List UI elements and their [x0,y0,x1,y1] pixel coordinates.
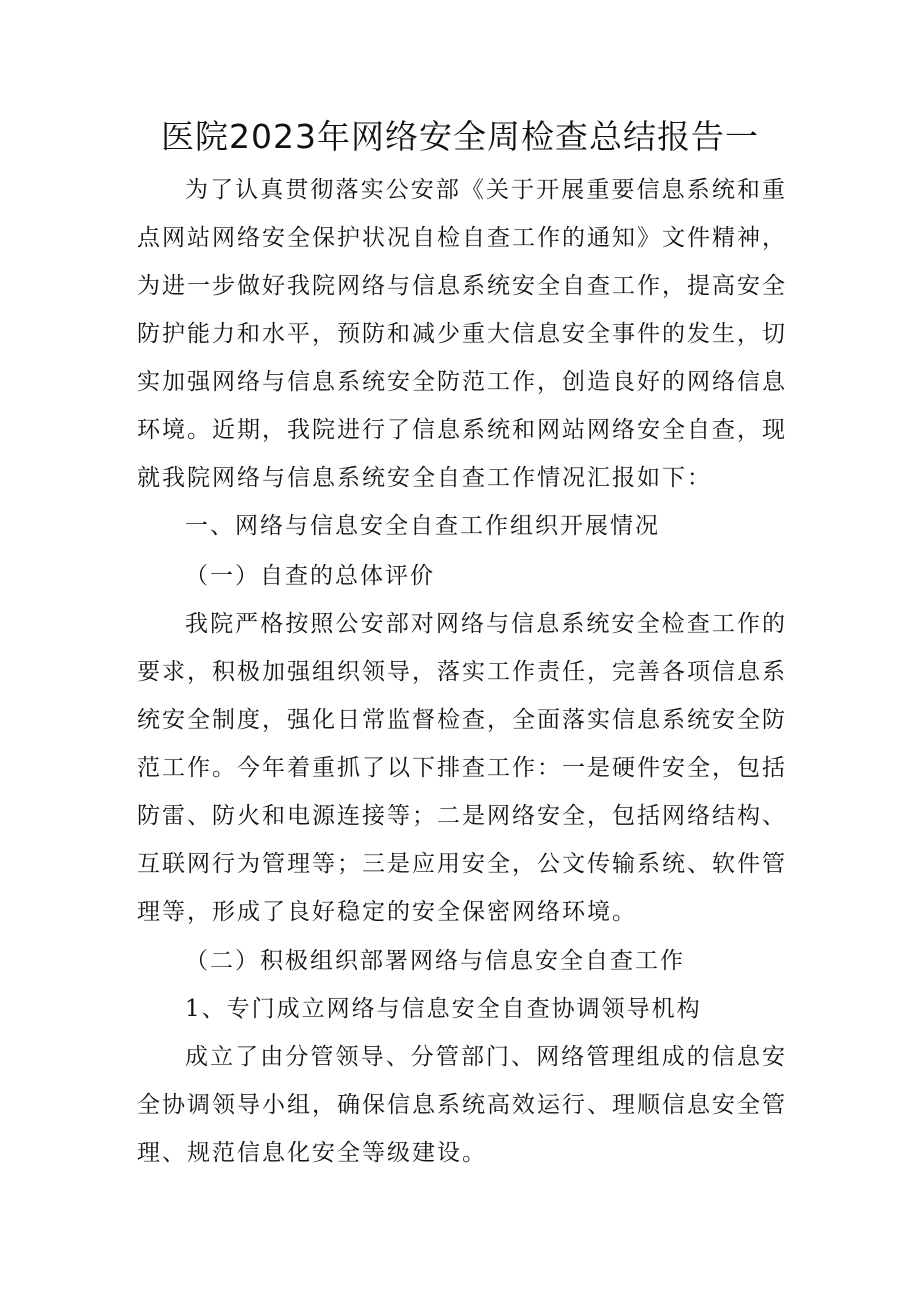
item-heading-1: 1、专门成立网络与信息安全自查协调领导机构 [185,996,702,1022]
document-title: 医院2023年网络安全周检查总结报告一 [161,117,759,156]
subsection-heading-1: （一）自查的总体评价 [185,563,435,589]
intro-paragraph: 为了认真贯彻落实公安部《关于开展重要信息系统和重点网站网络安全保护状况自检自查工作的通知》文件精神，为进一步做好我院网络与信息系统安全自查工作，提高安全防护能力和水平，预防和减少重大信息安全事件的发生，切实加强网络与信息系统安全防范工作，创造良好的网络信息环境。近期，我院进行了信息系统和网站网络安全自查，现就我院网络与信息系统安全自查工作情况汇报如下： [137,177,787,491]
subsection-heading-2: （二）积极组织部署网络与信息安全自查工作 [185,948,685,974]
section-heading-1: 一、网络与信息安全自查工作组织开展情况 [185,513,660,539]
leadership-group-paragraph: 成立了由分管领导、分管部门、网络管理组成的信息安全协调领导小组，确保信息系统高效运行、理顺信息安全管理、规范信息化安全等级建设。 [137,1044,787,1166]
overall-evaluation-paragraph: 我院严格按照公安部对网络与信息系统安全检查工作的要求，积极加强组织领导，落实工作责任，完善各项信息系统安全制度，强化日常监督检查，全面落实信息系统安全防范工作。今年着重抓了以下排查工作：一是硬件安全，包括防雷、防火和电源连接等；二是网络安全，包括网络结构、互联网行为管理等；三是应用安全，公文传输系统、软件管理等，形成了良好稳定的安全保密网络环境。 [137,611,787,925]
